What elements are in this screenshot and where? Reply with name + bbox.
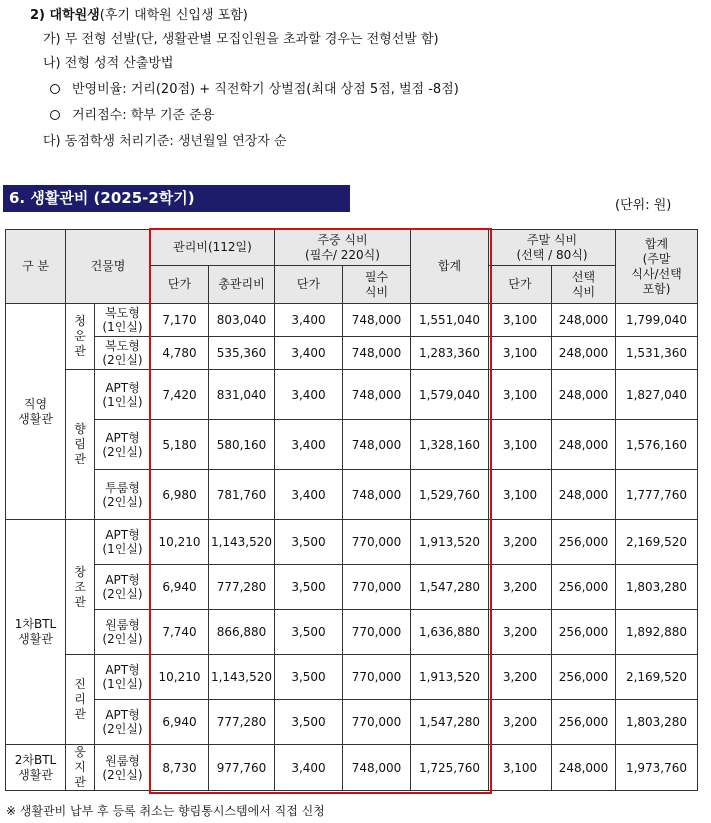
intro-line: 나) 전형 성적 산출방법 bbox=[43, 56, 174, 71]
value-cell: 1,576,160 bbox=[616, 420, 698, 470]
value-cell: 777,280 bbox=[209, 700, 275, 745]
value-cell: 770,000 bbox=[343, 565, 411, 610]
value-cell: 3,400 bbox=[275, 470, 343, 520]
value-cell: 6,980 bbox=[151, 470, 209, 520]
value-cell: 1,143,520 bbox=[209, 520, 275, 565]
header-optional-meal: 선택 식비 bbox=[552, 266, 616, 304]
table-row bbox=[6, 700, 698, 745]
value-cell: 1,551,040 bbox=[411, 304, 489, 337]
header-unit-price: 단가 bbox=[151, 266, 209, 304]
value-cell: 1,636,880 bbox=[411, 610, 489, 655]
value-cell: 8,730 bbox=[151, 745, 209, 791]
header-weekday-unit: 단가 bbox=[275, 266, 343, 304]
value-cell: 256,000 bbox=[552, 610, 616, 655]
table-row bbox=[6, 337, 698, 370]
value-cell: 3,200 bbox=[489, 610, 552, 655]
unit-label: (단위: 원) bbox=[615, 198, 672, 213]
table-row bbox=[6, 565, 698, 610]
value-cell: 1,799,040 bbox=[616, 304, 698, 337]
table-row bbox=[6, 470, 698, 520]
value-cell: 256,000 bbox=[552, 565, 616, 610]
value-cell: 1,579,040 bbox=[411, 370, 489, 420]
group-cell: 1차BTL 생활관 bbox=[6, 520, 66, 745]
value-cell: 3,200 bbox=[489, 700, 552, 745]
value-cell: 1,547,280 bbox=[411, 565, 489, 610]
value-cell: 3,200 bbox=[489, 565, 552, 610]
header-weekend-unit: 단가 bbox=[489, 266, 552, 304]
room-type-cell: APT형 (1인실) bbox=[95, 520, 151, 565]
circle-bullet-icon bbox=[50, 84, 60, 94]
header-weekday-meal: 주중 식비 (필수/ 220식) bbox=[275, 230, 411, 266]
header-required-meal: 필수 식비 bbox=[343, 266, 411, 304]
value-cell: 3,400 bbox=[275, 745, 343, 791]
value-cell: 2,169,520 bbox=[616, 655, 698, 700]
value-cell: 1,531,360 bbox=[616, 337, 698, 370]
group-cell: 2차BTL 생활관 bbox=[6, 745, 66, 791]
intro-bullet-line: 거리점수: 학부 기준 준용 bbox=[50, 104, 214, 123]
value-cell: 1,892,880 bbox=[616, 610, 698, 655]
value-cell: 1,913,520 bbox=[411, 520, 489, 565]
header-gubun: 구 분 bbox=[6, 230, 66, 304]
value-cell: 748,000 bbox=[343, 337, 411, 370]
value-cell: 580,160 bbox=[209, 420, 275, 470]
table-row bbox=[6, 610, 698, 655]
value-cell: 248,000 bbox=[552, 304, 616, 337]
value-cell: 248,000 bbox=[552, 337, 616, 370]
value-cell: 1,777,760 bbox=[616, 470, 698, 520]
value-cell: 3,100 bbox=[489, 470, 552, 520]
value-cell: 3,100 bbox=[489, 370, 552, 420]
room-type-cell: APT형 (1인실) bbox=[95, 370, 151, 420]
value-cell: 866,880 bbox=[209, 610, 275, 655]
value-cell: 977,760 bbox=[209, 745, 275, 791]
header-mgmt: 관리비(112일) bbox=[151, 230, 275, 266]
value-cell: 1,803,280 bbox=[616, 700, 698, 745]
table-row bbox=[6, 520, 698, 565]
value-cell: 4,780 bbox=[151, 337, 209, 370]
header-weekend-meal: 주말 식비 (선택 / 80식) bbox=[489, 230, 616, 266]
value-cell: 3,500 bbox=[275, 655, 343, 700]
room-type-cell: APT형 (2인실) bbox=[95, 700, 151, 745]
value-cell: 1,547,280 bbox=[411, 700, 489, 745]
value-cell: 6,940 bbox=[151, 700, 209, 745]
value-cell: 1,725,760 bbox=[411, 745, 489, 791]
table-row bbox=[6, 304, 698, 337]
value-cell: 1,827,040 bbox=[616, 370, 698, 420]
room-type-cell: APT형 (2인실) bbox=[95, 565, 151, 610]
footnote: ※ 생활관비 납부 후 등록 취소는 향림통시스템에서 직접 신청 bbox=[6, 804, 325, 818]
value-cell: 535,360 bbox=[209, 337, 275, 370]
value-cell: 1,143,520 bbox=[209, 655, 275, 700]
value-cell: 3,100 bbox=[489, 337, 552, 370]
value-cell: 3,500 bbox=[275, 700, 343, 745]
building-cell: 창 조 관 bbox=[66, 520, 95, 655]
value-cell: 10,210 bbox=[151, 655, 209, 700]
value-cell: 3,500 bbox=[275, 520, 343, 565]
value-cell: 3,500 bbox=[275, 610, 343, 655]
value-cell: 1,328,160 bbox=[411, 420, 489, 470]
value-cell: 2,169,520 bbox=[616, 520, 698, 565]
value-cell: 1,913,520 bbox=[411, 655, 489, 700]
table-row bbox=[6, 420, 698, 470]
value-cell: 803,040 bbox=[209, 304, 275, 337]
header-total: 합계 (주말 식사/선택 포함) bbox=[616, 230, 698, 304]
circle-bullet-icon bbox=[50, 110, 60, 120]
value-cell: 748,000 bbox=[343, 745, 411, 791]
room-type-cell: APT형 (2인실) bbox=[95, 420, 151, 470]
grad-heading: 2) 대학원생(후기 대학원 신입생 포함) bbox=[30, 8, 248, 23]
value-cell: 1,529,760 bbox=[411, 470, 489, 520]
header-total-mgmt: 총관리비 bbox=[209, 266, 275, 304]
value-cell: 3,500 bbox=[275, 565, 343, 610]
value-cell: 5,180 bbox=[151, 420, 209, 470]
building-cell: 향 림 관 bbox=[66, 370, 95, 520]
room-type-cell: 복도형 (1인실) bbox=[95, 304, 151, 337]
section-title: 6. 생활관비 (2025-2학기) bbox=[3, 185, 350, 212]
header-building: 건물명 bbox=[66, 230, 151, 304]
value-cell: 770,000 bbox=[343, 700, 411, 745]
room-type-cell: 복도형 (2인실) bbox=[95, 337, 151, 370]
value-cell: 748,000 bbox=[343, 370, 411, 420]
value-cell: 770,000 bbox=[343, 520, 411, 565]
header-sum: 합계 bbox=[411, 230, 489, 304]
value-cell: 3,200 bbox=[489, 655, 552, 700]
value-cell: 3,200 bbox=[489, 520, 552, 565]
value-cell: 3,100 bbox=[489, 420, 552, 470]
room-type-cell: APT형 (1인실) bbox=[95, 655, 151, 700]
value-cell: 3,100 bbox=[489, 304, 552, 337]
value-cell: 770,000 bbox=[343, 610, 411, 655]
table-row bbox=[6, 370, 698, 420]
value-cell: 10,210 bbox=[151, 520, 209, 565]
intro-line: 다) 동점학생 처리기준: 생년월일 연장자 순 bbox=[43, 134, 287, 149]
value-cell: 1,973,760 bbox=[616, 745, 698, 791]
value-cell: 831,040 bbox=[209, 370, 275, 420]
value-cell: 748,000 bbox=[343, 304, 411, 337]
room-type-cell: 투룸형 (2인실) bbox=[95, 470, 151, 520]
value-cell: 7,420 bbox=[151, 370, 209, 420]
building-cell: 진 리 관 bbox=[66, 655, 95, 745]
value-cell: 7,740 bbox=[151, 610, 209, 655]
value-cell: 748,000 bbox=[343, 470, 411, 520]
intro-bullet-line: 반영비율: 거리(20점) + 직전학기 상벌점(최대 상점 5점, 벌점 -8점) bbox=[50, 78, 459, 97]
fee-table bbox=[5, 229, 698, 791]
intro-line: 가) 무 전형 선발(단, 생활관별 모집인원을 초과할 경우는 전형선발 함) bbox=[43, 32, 439, 47]
value-cell: 781,760 bbox=[209, 470, 275, 520]
room-type-cell: 원룸형 (2인실) bbox=[95, 745, 151, 791]
building-cell: 청 운 관 bbox=[66, 304, 95, 370]
value-cell: 748,000 bbox=[343, 420, 411, 470]
value-cell: 777,280 bbox=[209, 565, 275, 610]
building-cell: 웅 지 관 bbox=[66, 745, 95, 791]
value-cell: 3,400 bbox=[275, 304, 343, 337]
value-cell: 256,000 bbox=[552, 700, 616, 745]
value-cell: 7,170 bbox=[151, 304, 209, 337]
value-cell: 256,000 bbox=[552, 655, 616, 700]
value-cell: 1,283,360 bbox=[411, 337, 489, 370]
value-cell: 248,000 bbox=[552, 745, 616, 791]
room-type-cell: 원룸형 (2인실) bbox=[95, 610, 151, 655]
value-cell: 1,803,280 bbox=[616, 565, 698, 610]
table-row bbox=[6, 655, 698, 700]
value-cell: 6,940 bbox=[151, 565, 209, 610]
value-cell: 3,400 bbox=[275, 337, 343, 370]
value-cell: 248,000 bbox=[552, 370, 616, 420]
value-cell: 770,000 bbox=[343, 655, 411, 700]
group-cell: 직영 생활관 bbox=[6, 304, 66, 520]
table-row bbox=[6, 745, 698, 791]
value-cell: 248,000 bbox=[552, 470, 616, 520]
value-cell: 3,100 bbox=[489, 745, 552, 791]
value-cell: 248,000 bbox=[552, 420, 616, 470]
value-cell: 3,400 bbox=[275, 420, 343, 470]
value-cell: 3,400 bbox=[275, 370, 343, 420]
value-cell: 256,000 bbox=[552, 520, 616, 565]
